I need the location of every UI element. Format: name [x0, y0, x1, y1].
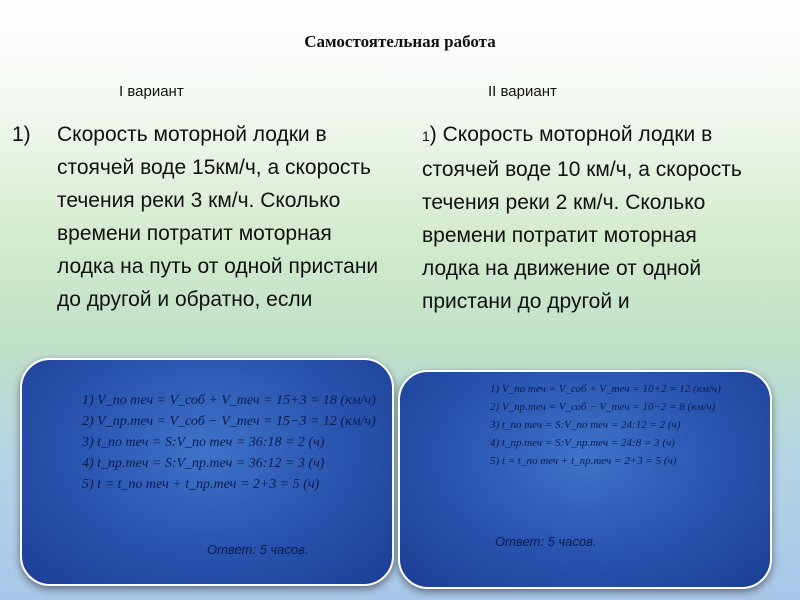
solution-line: 2) V_пр.теч = V_соб − V_теч = 10−2 = 8 (км/ч)	[490, 401, 716, 413]
solution-line: 1) V_по теч = V_соб + V_теч = 10+2 = 12 (км/ч)	[490, 383, 721, 395]
variant-2-problem	[422, 118, 742, 318]
variant-1-problem-text: Скорость моторной лодки в стоячей воде 15км/ч, а скорость течения реки 3 км/ч. Сколько времени потратит моторная лодка на путь от одной пристани до другой и обратно, если	[57, 123, 379, 311]
variant-1-label: I вариант	[119, 83, 184, 100]
variant-2-solution	[490, 380, 721, 470]
variant-2-label: II вариант	[488, 83, 557, 100]
solution-line: 3) t_по теч = S:V_по теч = 24:12 = 2 (ч)	[490, 419, 681, 431]
variant-2-answer: Ответ: 5 часов.	[495, 534, 597, 549]
variant-1-problem-number: 1)	[12, 123, 31, 146]
variant-2-problem-number: 1	[422, 128, 430, 144]
variant-1-solution-card	[20, 358, 394, 586]
solution-line: 4) t_пр.теч = S:V_пр.теч = 24:8 = 3 (ч)	[490, 437, 675, 449]
solution-line: 5) t = t_по теч + t_пр.теч = 2+3 = 5 (ч)	[490, 455, 677, 467]
solution-line: 3) t_по теч = S:V_по теч = 36:18 = 2 (ч)	[82, 435, 325, 450]
solution-line: 2) V_пр.теч = V_соб − V_теч = 15−3 = 12 (км/ч)	[82, 414, 376, 429]
variant-1-solution	[82, 390, 376, 495]
variant-1-answer: Ответ: 5 часов.	[207, 542, 309, 557]
solution-line: 4) t_пр.теч = S:V_пр.теч = 36:12 = 3 (ч)	[82, 456, 325, 471]
slide-title: Самостоятельная работа	[304, 32, 496, 51]
solution-line: 5) t = t_по теч + t_пр.теч = 2+3 = 5 (ч)	[82, 477, 320, 492]
variant-2-problem-text: ) Скорость моторной лодки в стоячей воде 10 км/ч, а скорость течения реки 2 км/ч. Сколько времени потратит моторная лодка на движение от одной пристани до другой и	[422, 123, 742, 313]
solution-line: 1) V_по теч = V_соб + V_теч = 15+3 = 18 (км/ч)	[82, 393, 376, 408]
variant-2-solution-card	[398, 370, 772, 589]
